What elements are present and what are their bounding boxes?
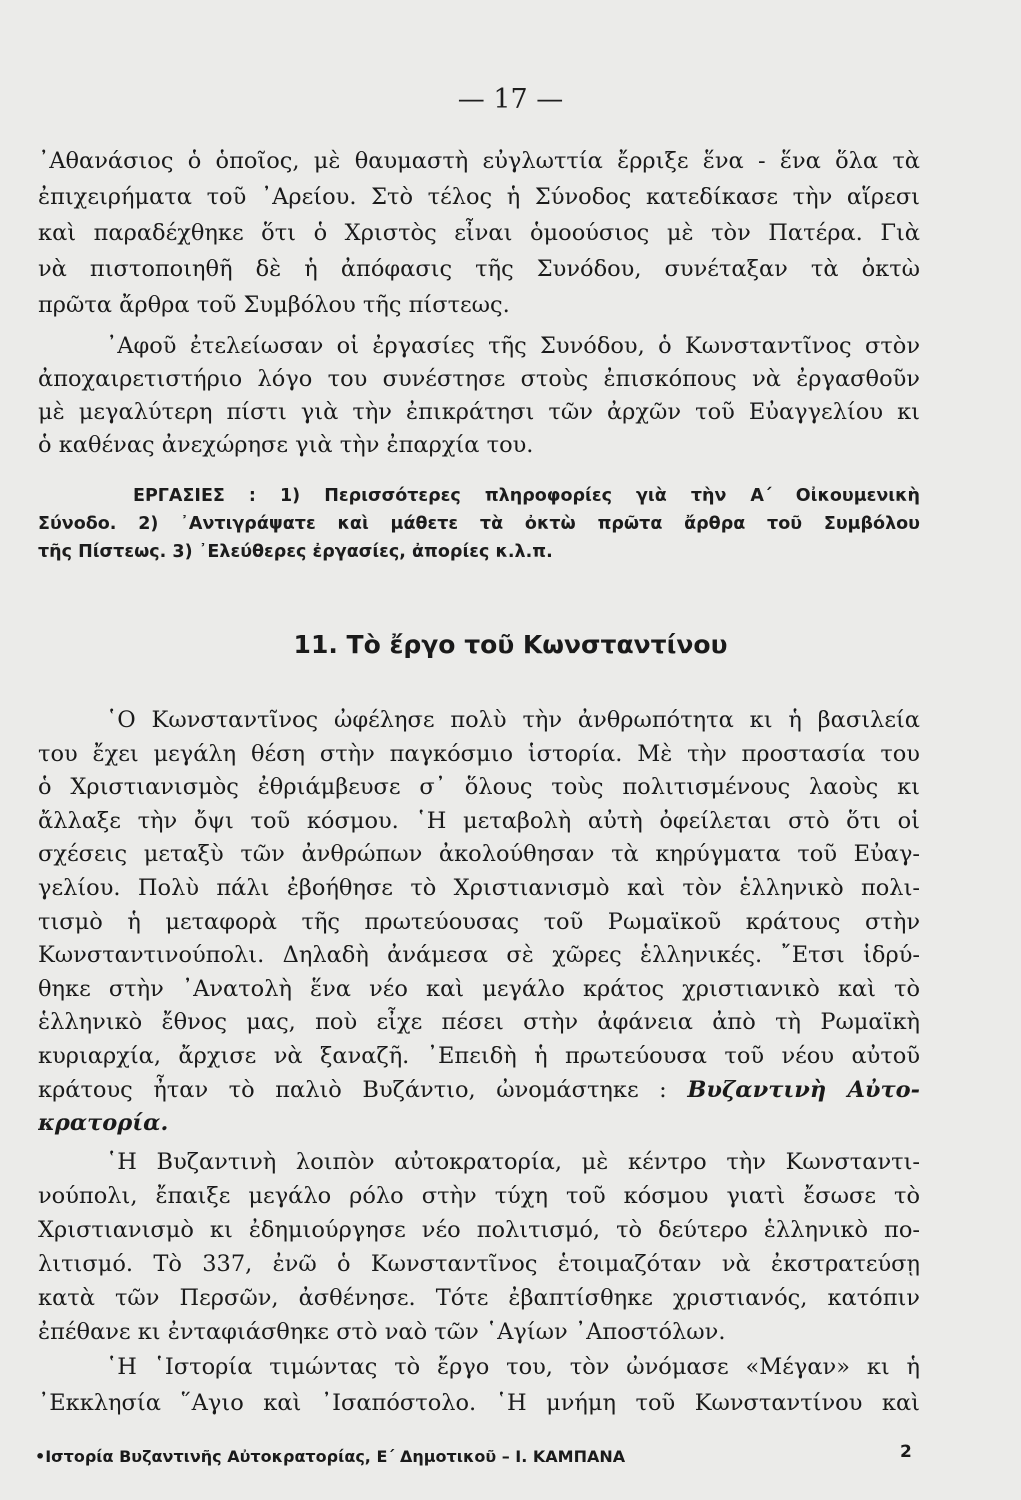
text-line: ῾Ο Κωνσταντῖνος ὠφέλησε πολὺ τὴν ἀνθρωπότητα κι ἡ βασιλεία <box>106 707 920 733</box>
text-line: Κωνσταντινούπολι. Δηλαδὴ ἀνάμεσα σὲ χῶρες ἑλληνικές. ῎Ετσι ἱδρύ- <box>38 942 920 969</box>
text-line: ἀποχαιρετιστήριο λόγο του συνέστησε στοὺς ἐπισκόπους νὰ ἐργασθοῦν <box>38 366 920 392</box>
text-line: καὶ παραδέχθηκε ὅτι ὁ Χριστὸς εἶναι ὁμοούσιος μὲ τὸν Πατέρα. Γιὰ <box>38 220 920 246</box>
text-line: ἐπιχειρήματα τοῦ ᾿Αρείου. Στὸ τέλος ἡ Σύνοδος κατεδίκασε τὴν αἵρεσι <box>38 184 920 210</box>
text-line: μὲ μεγαλύτερη πίστι γιὰ τὴν ἐπικράτησι τῶν ἀρχῶν τοῦ Εὐαγγελίου κι <box>38 399 920 425</box>
exercise-line: Σύνοδο. 2) ᾿Αντιγράψατε καὶ μάθετε τὰ ὀκτὼ πρῶτα ἄρθρα τοῦ Συμβόλου <box>38 514 920 534</box>
text-line: του ἔχει μεγάλη θέση στὴν παγκόσμιο ἱστορία. Μὲ τὴν προστασία του <box>38 740 920 767</box>
text-line: σχέσεις μεταξὺ τῶν ἀνθρώπων ἀκολούθησαν τὰ κηρύγματα τοῦ Εὐαγ- <box>38 841 920 868</box>
text-line: νούπολι, ἔπαιξε μεγάλο ρόλο στὴν τύχη τοῦ κόσμου γιατὶ ἔσωσε τὸ <box>38 1183 920 1209</box>
text-line: κατὰ τῶν Περσῶν, ἀσθένησε. Τότε ἐβαπτίσθηκε χριστιανός, κατόπιν <box>38 1285 920 1311</box>
book-footer: •Ιστορία Βυζαντινῆς Αὐτοκρατορίας, Ε΄ Δημοτικοῦ – Ι. ΚΑΜΠΑΝΑ <box>35 1447 626 1466</box>
exercise-line: ΕΡΓΑΣΙΕΣ : 1) Περισσότερες πληροφορίες γιὰ τὴν Α΄ Οἰκουμενικὴ <box>133 486 920 506</box>
text-line: ῾Η ῾Ιστορία τιμώντας τὸ ἔργο του, τὸν ὠνόμασε «Μέγαν» κι ἡ <box>106 1354 920 1380</box>
text-line: θηκε στὴν ᾿Ανατολὴ ἕνα νέο καὶ μεγάλο κράτος χριστιανικὸ καὶ τὸ <box>38 975 920 1002</box>
exercise-line: τῆς Πίστεως. 3) ᾿Ελεύθερες ἐργασίες, ἀπορίες κ.λ.π. <box>38 542 553 562</box>
emphasis-term: κρατορία. <box>38 1110 169 1137</box>
paragraph-constantine-work <box>38 704 920 1141</box>
paragraph-synod-end <box>38 330 920 462</box>
paragraph-athanasius <box>38 143 920 323</box>
text-line: νὰ πιστοποιηθῆ δὲ ἡ ἀπόφασις τῆς Συνόδου, συνέταξαν τὰ ὀκτὼ <box>38 256 920 282</box>
text-line: ὁ Χριστιανισμὸς ἐθριάμβευσε σ᾿ ὅλους τοὺς πολιτισμένους λαοὺς κι <box>38 774 920 801</box>
section-title: 11. Τὸ ἔργο τοῦ Κωνσταντίνου <box>293 630 728 659</box>
exercises <box>38 482 920 566</box>
text-line: ἐπέθανε κι ἐνταφιάσθηκε στὸ ναὸ τῶν ῾Αγίων ᾿Αποστόλων. <box>38 1319 726 1345</box>
text-line: πρῶτα ἄρθρα τοῦ Συμβόλου τῆς πίστεως. <box>38 292 510 318</box>
signature-number: 2 <box>900 1442 912 1462</box>
text-line <box>38 1074 920 1108</box>
paragraph-byzantine-empire <box>38 1145 920 1349</box>
text-line: ᾿Εκκλησία ῞Αγιο καὶ ᾿Ισαπόστολο. ῾Η μνήμη τοῦ Κωνσταντίνου καὶ <box>38 1390 920 1416</box>
text-line: λιτισμό. Τὸ 337, ἐνῶ ὁ Κωνσταντῖνος ἑτοιμαζόταν νὰ ἐκστρατεύσῃ <box>38 1251 920 1277</box>
text-line: ἄλλαξε τὴν ὄψι τοῦ κόσμου. ῾Η μεταβολὴ αὐτὴ ὀφείλεται στὸ ὅτι οἱ <box>38 807 920 834</box>
text-fragment: κράτους ἦταν τὸ παλιὸ Βυζάντιο, ὠνομάστηκε : <box>38 1076 667 1103</box>
text-line: γελίου. Πολὺ πάλι ἐβοήθησε τὸ Χριστιανισμὸ καὶ τὸν ἑλληνικὸ πολι- <box>38 874 920 901</box>
text-line: κυριαρχία, ἄρχισε νὰ ξαναζῆ. ᾿Επειδὴ ἡ πρωτεύουσα τοῦ νέου αὐτοῦ <box>38 1042 920 1069</box>
text-line: ᾿Αφοῦ ἐτελείωσαν οἱ ἐργασίες τῆς Συνόδου, ὁ Κωνσταντῖνος στὸν <box>106 333 920 359</box>
text-line: Χριστιανισμὸ κι ἐδημιούργησε νέο πολιτισμό, τὸ δεύτερο ἑλληνικὸ πο- <box>38 1217 920 1243</box>
text-line: ὁ καθένας ἀνεχώρησε γιὰ τὴν ἐπαρχία του. <box>38 432 534 458</box>
emphasis-term: Βυζαντινὴ Αὐτο- <box>687 1076 920 1103</box>
text-line <box>38 1107 920 1141</box>
text-line: ἑλληνικὸ ἔθνος μας, ποὺ εἶχε πέσει στὴν ἀφάνεια ἀπὸ τὴ Ρωμαϊκὴ <box>38 1009 920 1036</box>
text-line: ᾿Αθανάσιος ὁ ὁποῖος, μὲ θαυμαστὴ εὐγλωττία ἔρριξε ἕνα - ἕνα ὅλα τὰ <box>38 148 920 174</box>
text-line: τισμὸ ἡ μεταφορὰ τῆς πρωτεύουσας τοῦ Ρωμαϊκοῦ κράτους στὴν <box>38 908 920 935</box>
page-number: — 17 — <box>457 84 564 115</box>
paragraph-history-honor <box>38 1349 920 1421</box>
text-line: ῾Η Βυζαντινὴ λοιπὸν αὐτοκρατορία, μὲ κέντρο τὴν Κωνσταντι- <box>106 1149 920 1175</box>
